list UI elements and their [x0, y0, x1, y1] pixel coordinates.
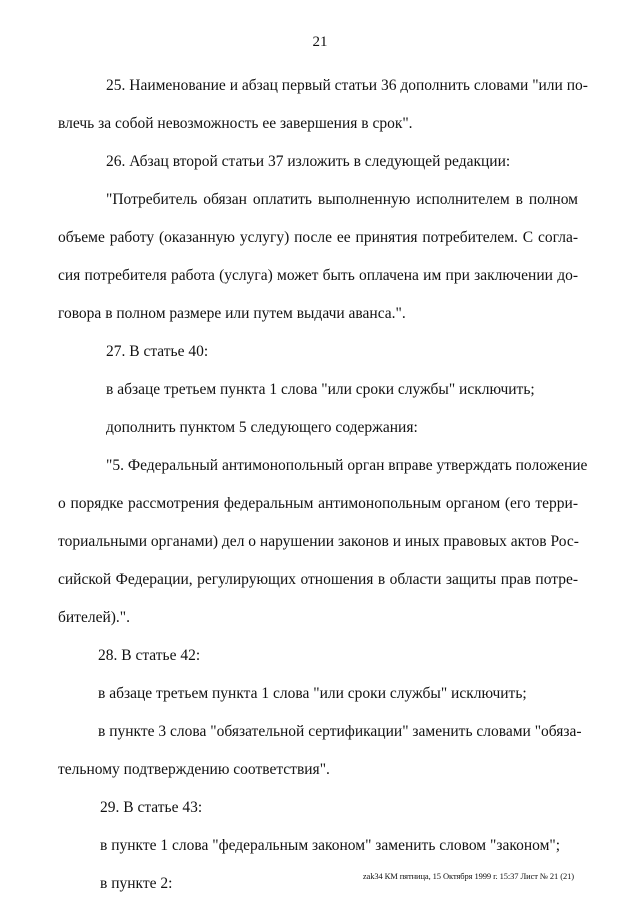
text-line: в пункте 1 слова "федеральным законом" заменить словом "законом";	[100, 837, 561, 854]
text-line: сийской Федерации, регулирующих отношения в области защиты прав потре-	[58, 571, 578, 588]
text-line: бителей).".	[58, 609, 130, 626]
text-line: 25. Наименование и абзац первый статьи 36 дополнить словами "или по-	[106, 77, 588, 94]
text-line: тельному подтверждению соответствия".	[58, 761, 330, 778]
text-line: 29. В статье 43:	[100, 799, 203, 816]
document-footer: zak34 КМ пятница, 15 Октября 1999 г. 15:37 Лист № 21 (21)	[362, 871, 574, 881]
text-line: "5. Федеральный антимонопольный орган вправе утверждать положение	[106, 457, 588, 474]
text-line: "Потребитель обязан оплатить выполненную исполнителем в полном	[106, 191, 578, 208]
text-line: 28. В статье 42:	[98, 647, 201, 664]
text-line: ториальными органами) дел о нарушении законов и иных правовых актов Рос-	[58, 533, 579, 550]
text-line: 27. В статье 40:	[106, 343, 209, 360]
text-line: сия потребителя работа (услуга) может быть оплачена им при заключении до-	[58, 267, 578, 284]
text-line: говора в полном размере или путем выдачи аванса.".	[58, 305, 406, 322]
text-line: в пункте 2:	[100, 875, 173, 892]
text-line: объеме работу (оказанную услугу) после ее принятия потребителем. С согла-	[58, 229, 578, 246]
text-line: 26. Абзац второй статьи 37 изложить в следующей редакции:	[106, 153, 511, 170]
text-line: в абзаце третьем пункта 1 слова "или сроки службы" исключить;	[106, 381, 535, 398]
page-number: 21	[312, 34, 328, 50]
text-line: в пункте 3 слова "обязательной сертификации" заменить словами "обяза-	[98, 723, 582, 740]
text-line: дополнить пунктом 5 следующего содержания:	[106, 419, 418, 436]
text-line: влечь за собой невозможность ее завершения в срок".	[58, 115, 413, 132]
document-body	[58, 74, 588, 910]
text-line: в абзаце третьем пункта 1 слова "или сроки службы" исключить;	[98, 685, 527, 702]
text-line: о порядке рассмотрения федеральным антимонопольным органом (его терри-	[58, 495, 578, 512]
